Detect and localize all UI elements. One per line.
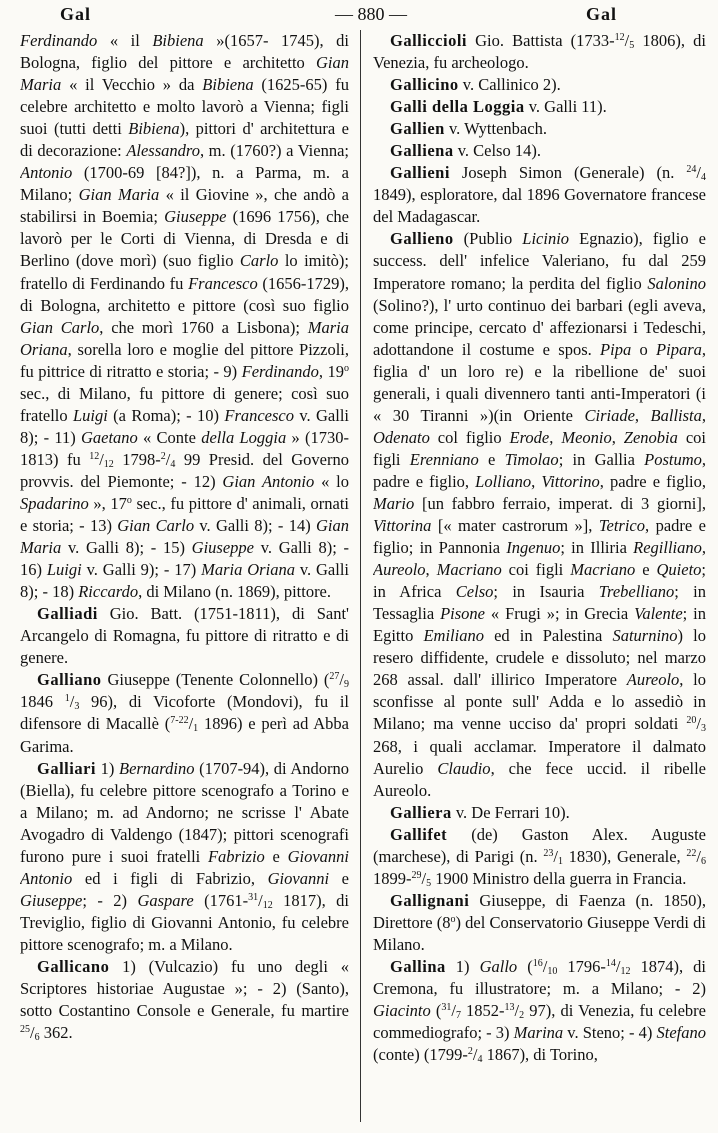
entry-galli-della-loggia	[373, 96, 706, 118]
entry-text: Giuseppe, di Faenza (n. 1850), Direttore (8$^o$) del Conservatorio Giuseppe Verdi di Milano.	[373, 890, 706, 954]
entry-headword: Gallina	[390, 956, 446, 976]
page-number: — 880 —	[335, 4, 407, 24]
entry-headword: Galliena	[390, 141, 454, 161]
entry-headword: Galliadi	[37, 604, 98, 624]
entry-continuation	[20, 30, 349, 603]
entry-galliari	[20, 758, 349, 956]
entry-headword: Gallicino	[390, 75, 459, 95]
entry-headword: Gallieno	[390, 229, 454, 249]
entry-gallina	[373, 956, 706, 1066]
running-header	[20, 4, 706, 30]
entry-text: v. Galli 11).	[524, 97, 607, 117]
left-column	[20, 30, 349, 1044]
entry-gallicino	[373, 74, 706, 96]
column-divider	[360, 30, 361, 1122]
text-columns	[20, 30, 706, 1130]
entry-headword: Galliccioli	[390, 31, 467, 50]
entry-headword: Gallignani	[390, 890, 470, 910]
entry-text: (Publio Licinio Egnazio), figlio e success. dell' infelice Valeriano, fu dal 259 Imperatore romano; la perdita del figlio Salonino (Solino?), l' urto continuo dei barbari (egli aveva, come principe, cercato d' affezionarsi i Tedeschi, adottandone il costume e spos. Pipa o Pipara, figlia d' un loro re) e la ribellione de' suoi generali, i quali divennero tanti anti-Imperatori (i « 30 Tiranni »)(in Oriente Ciriade, Ballista, Odenato col figlio Erode, Meonio, Zenobia coi figli Erenniano e Timolao; in Gallia Postumo, padre e figlio, Lolliano, Vittorino, padre e figlio, Mario [un fabbro ferraio, imperat. di 3 giorni], Vittorina [« mater castrorum »], Tetrico, padre e figlio; in Pannonia Ingenuo; in Illiria Regilliano, Aureolo, Macriano coi figli Macriano e Quieto; in Africa Celso; in Isauria Trebelliano; in Tessaglia Pisone « Frugi »; in Grecia Valente; in Egitto Emiliano ed in Palestina Saturnino) lo resero diffidente, crudele e dissoluto; nel marzo 268 assal. dall' illirico Imperatore Aureolo, lo sconfisse al ponte sull' Adda e lo assediò in Milano; ma venne ucciso da' propri soldati $^{20}/_3$ 268, i quali acclamar. Imperatore il dalmato Aurelio Claudio, che fece uccid. il ribelle Aureolo.	[373, 229, 706, 800]
entry-headword: Gallicano	[37, 956, 110, 976]
entry-text: 1) Gallo ($^{16}/_{10}$ $1796-^{14}/_{12}$ 1874), di Cremona, fu illustratore; m. a Milano; - 2) Giacinto ($^{31}/_7$ $1852-^{13}/_2$ 97), di Venezia, fu celebre commediografo; - 3) Marina v. Steno; - 4) Stefano (conte) ($1799-^2/_4$ 1867), di Torino,	[373, 956, 706, 1066]
entry-text: 1) (Vulcazio) fu uno degli « Scriptores historiae Augustae »; - 2) (Santo), sotto Costantino Console e Generale, fu martire $^{25}/_6$ 362.	[20, 956, 349, 1044]
entry-headword: Galliera	[390, 802, 452, 822]
entry-gallien	[373, 118, 706, 140]
entry-gallignani	[373, 890, 706, 956]
entry-galliccioli	[373, 30, 706, 74]
entry-galliena	[373, 140, 706, 162]
entry-text: (de) Gaston Alex. Auguste (marchese), di Parigi (n. $^{23}/_1$ 1830), Generale, $^{22}/_6$ $1899-^{29}/_5$ 1900 Ministro della guerra in Francia.	[373, 824, 706, 889]
entry-headword: Gallieni	[390, 163, 450, 183]
entry-headword: Gallifet	[390, 824, 448, 844]
entry-headword: Galliano	[37, 670, 102, 690]
entry-galliano	[20, 669, 349, 757]
entry-text: Joseph Simon (Generale) (n. $^{24}/_4$ 1849), esploratore, dal 1896 Governatore francese del Madagascar.	[373, 163, 706, 227]
entry-text: Gio. Batt. (1751-1811), di Sant' Arcangelo di Romagna, fu pittore di ritratto e di genere.	[20, 604, 349, 668]
entry-text: v. Celso 14).	[453, 141, 541, 161]
entry-galliadi	[20, 603, 349, 669]
entry-galliera	[373, 802, 706, 824]
entry-gallieno	[373, 228, 706, 801]
header-right-guideword: Gal	[586, 4, 618, 24]
entry-headword: Gallien	[390, 119, 445, 139]
entry-text: 1) Bernardino (1707-94), di Andorno (Biella), fu celebre pittore scenografo a Torino e a Milano; m. ad Andorno; ne scrisse l' Abate Avogadro di Valdengo (1847); pittori scenografi furono pure i suoi fratelli Fabrizio e Giovanni Antonio ed i figli di Fabrizio, Giovanni e Giuseppe; - 2) Gaspare ($1761-^{31}/_{12}$ 1817), di Treviglio, figlio di Giovanni Antonio, fu celebre pittore scenografo; m. a Milano.	[20, 758, 349, 954]
right-column	[373, 30, 706, 1066]
entry-text: v. Callinico 2).	[458, 75, 561, 95]
entry-text: Gio. Battista ($1733-^{12}/_5$ 1806), di Venezia, fu archeologo.	[373, 31, 706, 73]
entry-gallifet	[373, 824, 706, 890]
entry-gallieni	[373, 162, 706, 228]
entry-text: v. De Ferrari 10).	[451, 802, 570, 822]
header-left-guideword: Gal	[60, 4, 92, 24]
entry-text: v. Wyttenbach.	[444, 119, 547, 139]
entry-headword: Galli della Loggia	[390, 97, 525, 117]
entry-text: Ferdinando « il Bibiena »(1657- 1745), di Bologna, figlio del pittore e architetto Gian Maria « il Vecchio » da Bibiena (1625-65) fu celebre architetto e molto lavorò a Vienna; figli suoi (tutti detti Bibiena), pittori d' architettura e di decorazione: Alessandro, m. (1760?) a Vienna; Antonio (1700-69 [84?]), n. a Parma, m. a Milano; Gian Maria « il Giovine », che andò a stabilirsi in Boemia; Giuseppe (1696 1756), che lavorò per le Corti di Vienna, di Dresda e di Berlino (dove morì) (suo figlio Carlo lo imitò); fratello di Ferdinando fu Francesco (1656-1729), di Bologna, architetto e pittore (così suo figlio Gian Carlo, che morì 1760 a Lisbona); Maria Oriana, sorella loro e moglie del pittore Pizzoli, fu pittrice di ritratto e storia; - 9) Ferdinando, 19$^o$ sec., di Milano, fu pittore di genere; così suo fratello Luigi (a Roma); - 10) Francesco v. Galli 8); - 11) Gaetano « Conte della Loggia » (1730-1813) fu $^{12}/_{12}$ $1798-^2/_4$ 99 Presid. del Governo provvis. del Piemonte; - 12) Gian Antonio « lo Spadarino », 17$^o$ sec., fu pittore d' animali, ornati e storia; - 13) Gian Carlo v. Galli 8); - 14) Gian Maria v. Galli 8); - 15) Giuseppe v. Galli 8); - 16) Luigi v. Galli 9); - 17) Maria Oriana v. Galli 8); - 18) Riccardo, di Milano (n. 1869), pittore.	[20, 31, 349, 602]
entry-gallicano	[20, 956, 349, 1044]
entry-headword: Galliari	[37, 758, 96, 778]
entry-text: Giuseppe (Tenente Colonnello) ($^{27}/_9$ 1846 $^1/_3$ 96), di Vicoforte (Mondovi), fu il difensore di Macallè ($^{7-22}/_1$ 1896) e perì ad Abba Garima.	[20, 670, 349, 756]
